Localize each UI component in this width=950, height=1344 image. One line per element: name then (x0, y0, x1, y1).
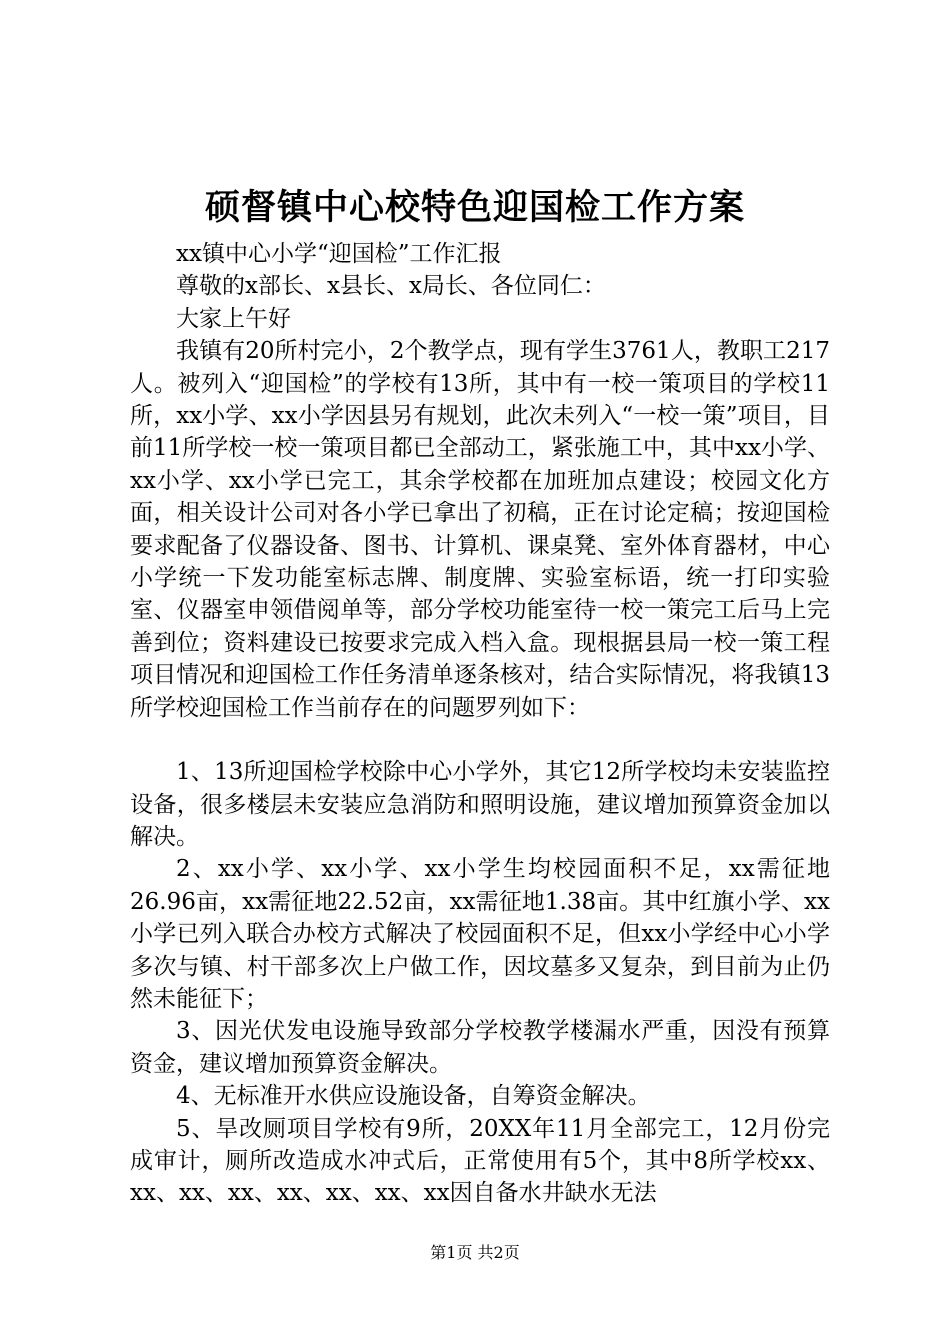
issue-5-paragraph: 5、旱改厕项目学校有9所，20XX年11月全部完工，12月份完成审计，厕所改造成水冲式后，正常使用有5个，其中8所学校xx、xx、xx、xx、xx、xx、xx、xx因自备水井缺水无法 (130, 1115, 830, 1207)
salutation: 尊敬的x部长、x县长、x局长、各位同仁： (176, 273, 606, 300)
overview-paragraph: 我镇有20所村完小，2个教学点，现有学生3761人，教职工217人。被列入“迎国检”的学校有13所，其中有一校一策项目的学校11所，xx小学、xx小学因县另有规划，此次未列入“一校一策”项目，目前11所学校一校一策项目都已全部动工，紧张施工中，其中xx小学、xx小学、xx小学已完工，其余学校都在加班加点建设；校园文化方面，相关设计公司对各小学已拿出了初稿，正在讨论定稿；按迎国检要求配备了仪器设备、图书、计算机、课桌凳、室外体育器材，中心小学统一下发功能室标志牌、制度牌、实验室标语，统一打印实验室、仪器室申领借阅单等，部分学校功能室待一校一策完工后马上完善到位；资料建设已按要求完成入档入盒。现根据县局一校一策工程项目情况和迎国检工作任务清单逐条核对，结合实际情况，将我镇13所学校迎国检工作当前存在的问题罗列如下： (130, 338, 830, 721)
issue-3-paragraph: 3、因光伏发电设施导致部分学校教学楼漏水严重，因没有预算资金，建议增加预算资金解决。 (130, 1018, 830, 1077)
issue-2-paragraph: 2、xx小学、xx小学、xx小学生均校园面积不足，xx需征地26.96亩，xx需征地22.52亩，xx需征地1.38亩。其中红旗小学、xx小学已列入联合办校方式解决了校园面积不足，但xx小学经中心小学多次与镇、村干部多次上户做工作，因坟墓多又复杂，到目前为止仍然未能征下； (130, 856, 830, 1012)
greeting: 大家上午好 (176, 305, 291, 332)
page-number-footer: 第1页 共2页 (430, 1243, 520, 1262)
issue-4-paragraph: 4、无标准开水供应设施设备，自筹资金解决。 (176, 1083, 651, 1110)
report-heading: xx镇中心小学“迎国检”工作汇报 (176, 241, 502, 267)
issue-1-paragraph: 1、13所迎国检学校除中心小学外，其它12所学校均未安装监控设备，很多楼层未安装应急消防和照明设施，建议增加预算资金加以解决。 (130, 759, 830, 850)
document-body (130, 238, 830, 1210)
document-title: 硕督镇中心校特色迎国检工作方案 (204, 187, 745, 228)
